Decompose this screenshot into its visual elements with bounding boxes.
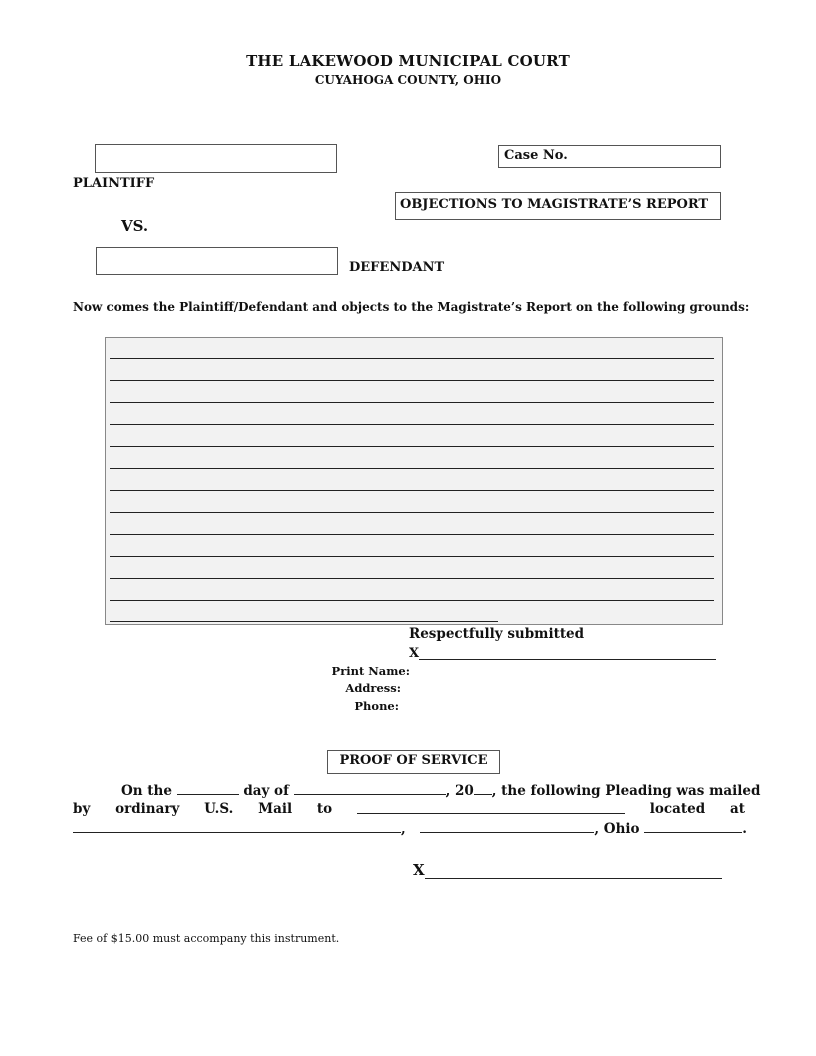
pleading-mailed-text: , the following Pleading was mailed xyxy=(491,783,761,799)
ground-line xyxy=(110,402,714,403)
document-title-box xyxy=(395,192,721,220)
on-the-text: On the xyxy=(121,783,172,799)
ground-line xyxy=(110,468,714,469)
fee-note: Fee of $15.00 must accompany this instrument. xyxy=(73,932,340,945)
ground-line xyxy=(110,556,714,557)
zip-blank[interactable] xyxy=(644,820,742,833)
service-day-blank[interactable] xyxy=(177,782,239,795)
recipient-name-blank[interactable] xyxy=(357,801,625,814)
service-line-2 xyxy=(73,801,745,817)
ground-line xyxy=(110,534,714,535)
print-name-label: Print Name: xyxy=(331,664,410,678)
service-month-blank[interactable] xyxy=(294,782,446,795)
service-signature-x-mark: X xyxy=(413,861,425,879)
ground-line xyxy=(110,446,714,447)
by-text: by xyxy=(73,801,91,817)
ordinary-text: ordinary xyxy=(115,801,180,817)
court-name: THE LAKEWOOD MUNICIPAL COURT xyxy=(246,52,570,70)
defendant-name-field[interactable] xyxy=(96,247,338,275)
day-of-text: day of xyxy=(243,783,289,799)
plaintiff-name-field[interactable] xyxy=(95,144,337,173)
case-number-label: Case No. xyxy=(504,148,568,163)
service-line-1 xyxy=(73,782,761,799)
signature-x-mark: X xyxy=(409,646,420,661)
service-line-3 xyxy=(73,820,745,837)
objection-intro: Now comes the Plaintiff/Defendant and objects to the Magistrate’s Report on the following grounds: xyxy=(73,300,750,314)
located-text: located xyxy=(649,801,706,817)
ground-line xyxy=(110,380,714,381)
phone-label: Phone: xyxy=(354,699,399,713)
ground-line xyxy=(110,621,498,622)
document-title: OBJECTIONS TO MAGISTRATE’S REPORT xyxy=(400,197,709,212)
service-year-blank[interactable] xyxy=(474,782,492,795)
ground-line xyxy=(110,490,714,491)
grounds-text-area[interactable] xyxy=(105,337,723,625)
ground-line xyxy=(110,358,714,359)
plaintiff-label: PLAINTIFF xyxy=(73,176,155,191)
period-text: . xyxy=(742,821,747,837)
us-text: U.S. xyxy=(204,801,234,817)
case-number-field[interactable] xyxy=(498,145,721,168)
at-text: at xyxy=(729,801,745,817)
address-label: Address: xyxy=(345,681,401,695)
respectfully-submitted: Respectfully submitted xyxy=(409,626,585,642)
ground-line xyxy=(110,512,714,513)
defendant-label: DEFENDANT xyxy=(349,260,445,275)
court-county: CUYAHOGA COUNTY, OHIO xyxy=(314,73,502,87)
to-text: to xyxy=(316,801,333,817)
year-prefix-text: , 20 xyxy=(445,783,474,799)
signature-line[interactable] xyxy=(419,659,716,660)
ohio-text: , Ohio xyxy=(594,821,640,837)
comma-text: , xyxy=(401,821,406,837)
street-address-blank[interactable] xyxy=(73,820,401,833)
ground-line xyxy=(110,424,714,425)
ground-line xyxy=(110,578,714,579)
vs-label: VS. xyxy=(121,217,149,235)
ground-line xyxy=(110,600,714,601)
city-blank[interactable] xyxy=(420,820,594,833)
mail-text: Mail xyxy=(258,801,293,817)
proof-of-service-title: PROOF OF SERVICE xyxy=(327,750,500,774)
service-signature-line[interactable] xyxy=(425,878,722,879)
